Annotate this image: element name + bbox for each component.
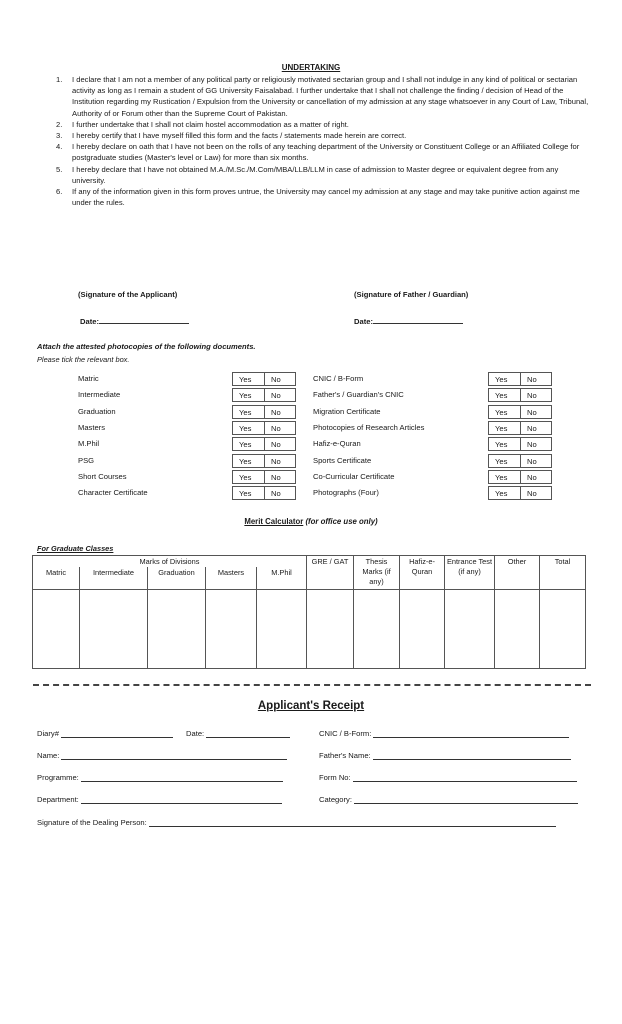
- department-field[interactable]: Department:: [37, 795, 282, 804]
- intermediate-cell[interactable]: [80, 589, 148, 668]
- undertaking-item: 3. I hereby certify that I have myself filled this form and the facts / statements made herein are correct.: [56, 131, 407, 141]
- guardian-signature-label: (Signature of Father / Guardian): [354, 290, 469, 299]
- yes-no-box: [488, 437, 552, 451]
- yes-no-box: [232, 388, 296, 402]
- father-name-field[interactable]: Father's Name:: [319, 751, 571, 760]
- thesis-cell[interactable]: [354, 589, 400, 668]
- yes-option[interactable]: Yes: [489, 471, 521, 483]
- graduate-classes-label: For Graduate Classes: [37, 544, 114, 553]
- matric-cell[interactable]: [33, 589, 80, 668]
- category-field[interactable]: Category:: [319, 795, 578, 804]
- yes-option[interactable]: Yes: [489, 455, 521, 467]
- undertaking-item: 6. If any of the information given in this form proves untrue, the University may cancel my admission at any stage and may take punitive action against me under the rules.: [56, 187, 580, 208]
- yes-no-box: [488, 454, 552, 468]
- receipt-date-field[interactable]: Date:: [186, 729, 290, 738]
- diary-field[interactable]: Diary#: [37, 729, 173, 738]
- no-option[interactable]: No: [527, 391, 537, 401]
- yes-option[interactable]: Yes: [489, 422, 521, 434]
- merit-table: [32, 555, 586, 669]
- no-option[interactable]: No: [527, 375, 537, 384]
- form-no-field[interactable]: Form No:: [319, 773, 577, 782]
- document-label: Graduation: [78, 406, 116, 416]
- no-option[interactable]: No: [271, 489, 281, 499]
- dealing-person-signature-field[interactable]: Signature of the Dealing Person:: [37, 818, 556, 827]
- graduation-cell[interactable]: [148, 589, 206, 668]
- undertaking-item: 2. I further undertake that I shall not claim hostel accommodation as a matter of right.: [56, 119, 349, 129]
- document-label: Matric: [78, 374, 99, 383]
- yes-option[interactable]: Yes: [489, 487, 521, 499]
- yes-no-box: [488, 470, 552, 484]
- undertaking-item: 4. I hereby declare on oath that I have not been on the rolls of any teaching department of the University or Constituent College or an Affiliated College for postgraduate studies (Master's level or Law) for more than six months.: [56, 142, 580, 163]
- gre-cell[interactable]: [307, 589, 354, 668]
- yes-no-box: [232, 421, 296, 435]
- document-label: Intermediate: [78, 390, 121, 400]
- document-label: Photocopies of Research Articles: [313, 422, 425, 432]
- programme-field[interactable]: Programme:: [37, 773, 283, 782]
- document-label: Hafiz-e-Quran: [313, 439, 361, 449]
- no-option[interactable]: No: [271, 375, 281, 384]
- no-option[interactable]: No: [527, 407, 537, 417]
- document-label: M.Phil: [78, 439, 100, 449]
- yes-no-box: [488, 388, 552, 402]
- no-option[interactable]: No: [527, 456, 537, 466]
- yes-no-box: [488, 405, 552, 419]
- document-label: Migration Certificate: [313, 406, 381, 416]
- yes-option[interactable]: Yes: [489, 438, 521, 450]
- yes-no-box: [232, 470, 296, 484]
- merit-entry-row: [33, 589, 586, 668]
- document-label: CNIC / B-Form: [313, 374, 364, 383]
- mphil-header: M.Phil: [257, 567, 307, 589]
- hafiz-cell[interactable]: [400, 589, 445, 668]
- yes-option[interactable]: Yes: [233, 422, 265, 434]
- cut-line-divider: [33, 684, 591, 686]
- document-label: Photographs (Four): [313, 488, 379, 498]
- yes-option[interactable]: Yes: [489, 389, 521, 401]
- document-label: Father's / Guardian's CNIC: [313, 390, 404, 400]
- other-cell[interactable]: [495, 589, 540, 668]
- undertaking-title: UNDERTAKING: [281, 63, 341, 72]
- entrance-header: Entrance Test (if any): [445, 556, 495, 590]
- receipt-title: Applicant's Receipt: [257, 700, 365, 712]
- marks-of-divisions-header: Marks of Divisions: [33, 556, 307, 568]
- no-option[interactable]: No: [527, 423, 537, 433]
- undertaking-list: [56, 74, 592, 208]
- applicant-date-field[interactable]: Date:: [80, 315, 189, 326]
- yes-no-box: [232, 454, 296, 468]
- intermediate-header: Intermediate: [80, 567, 148, 589]
- no-option[interactable]: No: [271, 391, 281, 401]
- document-label: Masters: [78, 422, 106, 432]
- document-label: Short Courses: [78, 471, 127, 481]
- document-label: Sports Certificate: [313, 455, 372, 465]
- other-header: Other: [495, 556, 540, 590]
- masters-header: Masters: [206, 567, 257, 589]
- masters-cell[interactable]: [206, 589, 257, 668]
- yes-option[interactable]: Yes: [233, 389, 265, 401]
- graduation-header: Graduation: [148, 567, 206, 589]
- no-option[interactable]: No: [271, 472, 281, 482]
- yes-no-box: [232, 405, 296, 419]
- gre-gat-header: GRE / GAT: [307, 556, 354, 590]
- yes-no-box: [488, 486, 552, 500]
- guardian-date-field[interactable]: Date:: [354, 315, 463, 326]
- undertaking-item: 5. I hereby declare that I have not obtained M.A./M.Sc./M.Com/MBA/LLB/LLM in case of admission to Master degree or equivalent degree from any university.: [56, 164, 559, 185]
- name-field[interactable]: Name:: [37, 751, 287, 760]
- undertaking-item: 1. I declare that I am not a member of any political party or religiously motivated sectarian group and I shall not indulge in any kind of political or sectarian activity as long as I remain a student of GG University Faisalabad. I further undertake that I shall not challenge the finding / decision of Head of the Institution regarding my Rustication / Expulsion from the University or cancellation of my admission at any stage whatsoever in any Court of Law, Tribunal, Authority of or Forum other than the Supreme Court of Pakistan.: [56, 75, 589, 118]
- yes-option[interactable]: Yes: [489, 373, 521, 385]
- document-label: Character Certificate: [78, 488, 148, 498]
- yes-option[interactable]: Yes: [233, 373, 265, 385]
- no-option[interactable]: No: [271, 456, 281, 466]
- yes-no-box: [232, 486, 296, 500]
- no-option[interactable]: No: [527, 489, 537, 499]
- yes-no-box: [488, 372, 552, 386]
- yes-option[interactable]: Yes: [233, 438, 265, 450]
- no-option[interactable]: No: [271, 407, 281, 417]
- no-option[interactable]: No: [527, 440, 537, 450]
- no-option[interactable]: No: [271, 440, 281, 450]
- applicant-signature-label: (Signature of the Applicant): [78, 290, 178, 299]
- no-option[interactable]: No: [527, 472, 537, 482]
- documents-subheading: Please tick the relevant box.: [37, 355, 130, 364]
- yes-option[interactable]: Yes: [233, 487, 265, 499]
- total-cell[interactable]: [540, 589, 586, 668]
- yes-no-box: [488, 421, 552, 435]
- yes-option[interactable]: Yes: [489, 406, 521, 418]
- total-header: Total: [540, 556, 586, 590]
- cnic-field[interactable]: CNIC / B-Form:: [319, 729, 569, 738]
- no-option[interactable]: No: [271, 423, 281, 433]
- yes-no-box: [232, 437, 296, 451]
- thesis-header: Thesis Marks (if any): [354, 556, 400, 590]
- matric-header: Matric: [33, 567, 80, 589]
- yes-option[interactable]: Yes: [233, 455, 265, 467]
- yes-no-box: [232, 372, 296, 386]
- document-label: PSG: [78, 455, 95, 465]
- documents-heading: Attach the attested photocopies of the following documents.: [37, 342, 256, 351]
- document-label: Co-Curricular Certificate: [313, 471, 395, 481]
- mphil-cell[interactable]: [257, 589, 307, 668]
- yes-option[interactable]: Yes: [233, 406, 265, 418]
- merit-calculator-title: Merit Calculator (for office use only): [244, 517, 378, 526]
- yes-option[interactable]: Yes: [233, 471, 265, 483]
- entrance-cell[interactable]: [445, 589, 495, 668]
- hafiz-header: Hafiz-e-Quran: [400, 556, 445, 590]
